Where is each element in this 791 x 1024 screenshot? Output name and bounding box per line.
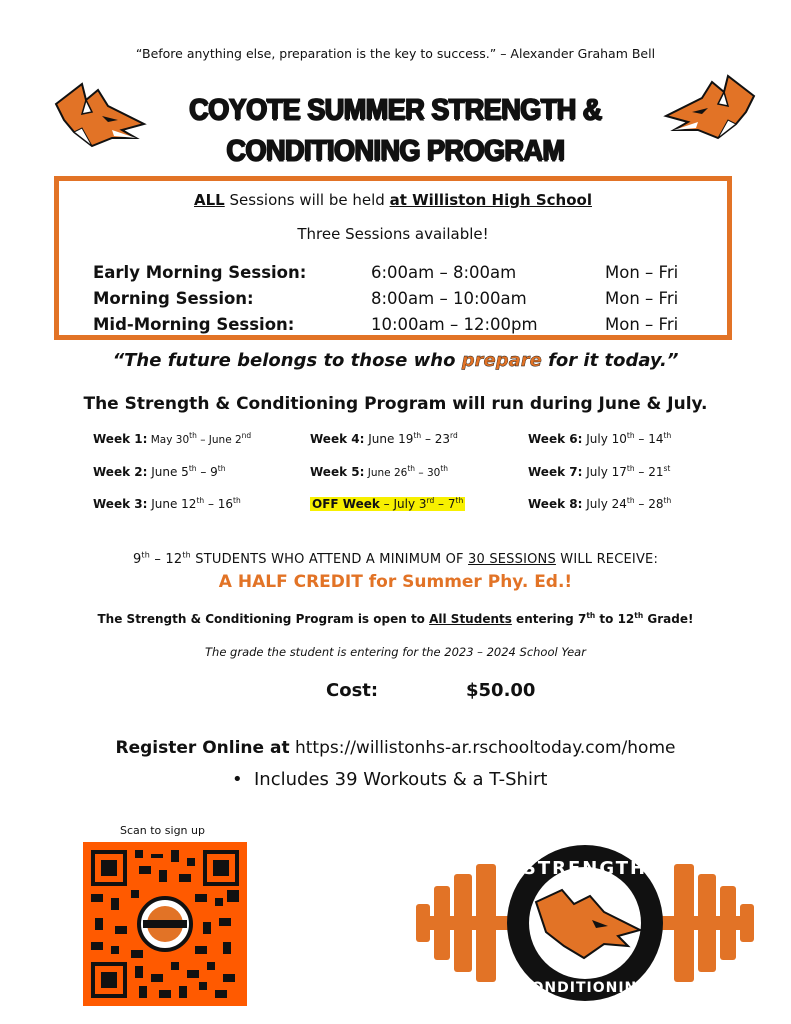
attendance-requirement: 9th – 12th STUDENTS WHO ATTEND A MINIMUM OF 30 SESSIONS WILL RECEIVE:	[132, 550, 659, 567]
credit-reward: A HALF CREDIT for Summer Phy. Ed.!	[218, 572, 573, 592]
coyote-mascot-left-icon	[52, 80, 148, 150]
week-4: Week 4: June 19th – 23rd	[310, 431, 458, 446]
location-label: at Williston High School	[389, 191, 592, 209]
sessions-available: Three Sessions available!	[297, 225, 489, 243]
sessions-location: ALL Sessions will be held at Williston High School	[194, 191, 592, 209]
logo-top-text: STRENGTH	[522, 858, 648, 879]
title-line-2: CONDITIONING PROGRAM	[226, 134, 565, 167]
register-line: Register Online at https://willistonhs-ar.rschooltoday.com/home	[115, 738, 676, 758]
register-url[interactable]: https://willistonhs-ar.rschooltoday.com/home	[289, 738, 676, 758]
scan-label: Scan to sign up	[120, 824, 205, 837]
week-6: Week 6: July 10th – 14th	[528, 431, 672, 446]
session-row: Early Morning Session: 6:00am – 8:00am Mon – Fri	[93, 263, 679, 282]
program-duration: The Strength & Conditioning Program will run during June & July.	[83, 394, 708, 414]
week-7: Week 7: July 17th – 21st	[528, 464, 671, 479]
week-1: Week 1: May 30th – June 2nd	[93, 431, 252, 446]
includes-item: • Includes 39 Workouts & a T-Shirt	[232, 769, 548, 790]
coyote-mascot-right-icon	[662, 72, 758, 142]
title-line-1: COYOTE SUMMER STRENGTH &	[189, 93, 602, 126]
sessions-box	[54, 176, 732, 340]
week-8: Week 8: July 24th – 28th	[528, 496, 672, 511]
bullet-icon: •	[232, 769, 243, 790]
off-week: OFF Week – July 3rd – 7th	[312, 496, 464, 511]
week-2: Week 2: June 5th – 9th	[93, 464, 226, 479]
quote: “Before anything else, preparation is the key to success.” – Alexander Graham Bell	[135, 46, 656, 61]
logo-bottom-text: CONDITIONING	[520, 980, 650, 996]
grade-note: The grade the student is entering for the 2023 – 2024 School Year	[205, 645, 586, 659]
all-label: ALL	[194, 191, 225, 209]
cost-value: $50.00	[466, 680, 536, 701]
week-3: Week 3: June 12th – 16th	[93, 496, 241, 511]
week-5: Week 5: June 26th – 30th	[310, 464, 449, 479]
session-row: Morning Session: 8:00am – 10:00am Mon – Fri	[93, 289, 679, 308]
session-row: Mid-Morning Session: 10:00am – 12:00pm Mon – Fri	[93, 315, 679, 334]
eligibility: The Strength & Conditioning Program is open to All Students entering 7th to 12th Grade!	[97, 611, 694, 626]
cost-label: Cost:	[326, 680, 379, 701]
page-title	[150, 89, 641, 171]
strength-conditioning-logo	[414, 842, 756, 1004]
motto-highlight: prepare	[461, 350, 542, 371]
qr-code-icon[interactable]	[83, 842, 247, 1006]
motto: “The future belongs to those who prepare for it today.”	[112, 350, 679, 371]
